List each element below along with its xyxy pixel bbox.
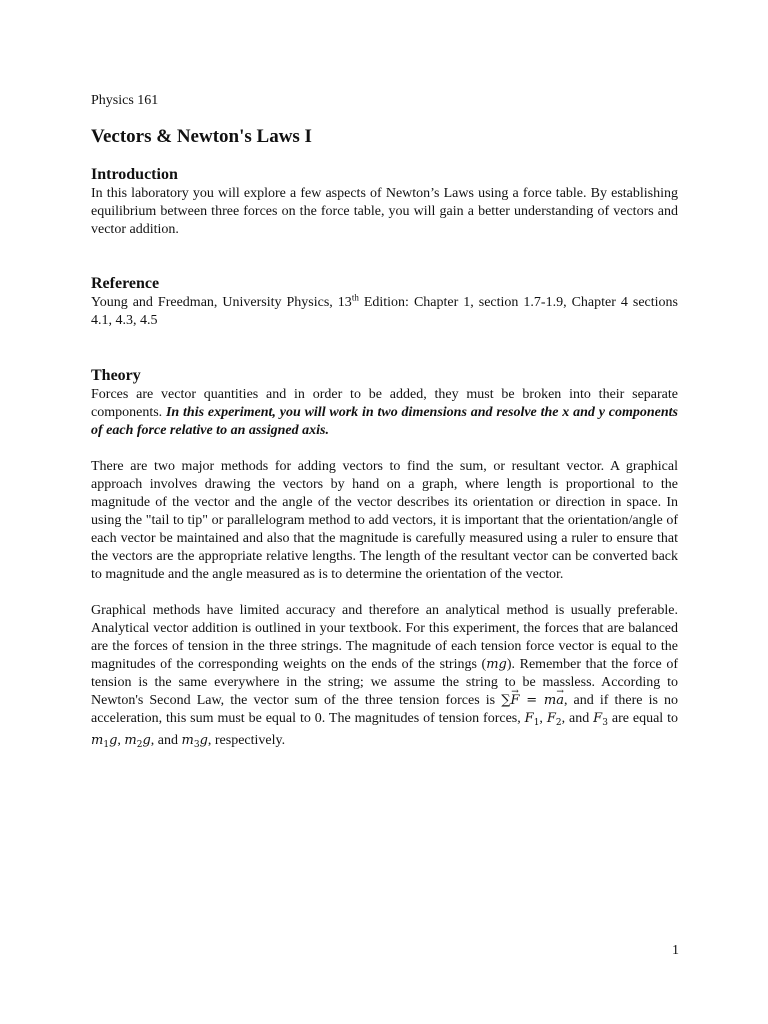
g3-symbol: g	[199, 733, 208, 748]
vector-f: → F	[511, 692, 520, 710]
math-f1	[525, 711, 540, 726]
g1-symbol: g	[109, 733, 118, 748]
theory-heading: Theory	[91, 367, 141, 384]
reference-text	[91, 294, 678, 330]
math-m1g	[91, 733, 117, 748]
m2-symbol: m	[124, 733, 137, 748]
comma-1: ,	[539, 711, 547, 726]
theory-p3-text-e: , respectively.	[207, 733, 286, 748]
reference-text-part1: Young and Freedman, University Physics, 13	[91, 295, 352, 310]
m2-subscript: 2	[136, 740, 143, 750]
theory-section	[91, 366, 678, 754]
comma-2: ,	[117, 733, 125, 748]
g2-symbol: g	[142, 733, 151, 748]
theory-p1-emphasis: In this experiment, you will work in two dimensions and resolve the x and y components of each force relative to an assigned axis.	[91, 405, 679, 438]
sum-symbol: ∑	[501, 693, 511, 708]
page-number: 1	[672, 943, 679, 958]
m1-symbol: m	[91, 733, 104, 748]
introduction-section	[91, 165, 678, 239]
f2-symbol: F	[546, 711, 556, 726]
page-title: Vectors & Newton's Laws I	[91, 126, 312, 147]
theory-p3-text-c: , and if there is no acceleration, this sum must be equal to 0. The magnitudes of tension forces,	[91, 693, 679, 726]
theory-p3-text-a: Graphical methods have limited accuracy and therefore an analytical method is usually preferable. Analytical vector addition is outlined in your textbook. For this experiment, the forces that are balanced are the forces of tension in the three strings. The magnitude of each tension force vector is equal to the magnitudes of the corresponding weights on the ends of the strings (	[91, 603, 678, 672]
theory-p3-text-d: are equal to	[607, 711, 678, 726]
m3-subscript: 3	[193, 740, 200, 750]
vector-a: → a	[556, 692, 564, 710]
f2-subscript: 2	[555, 718, 562, 728]
edition-superscript: th	[351, 292, 359, 303]
theory-paragraph-3	[91, 602, 678, 754]
document-page	[91, 92, 678, 754]
math-m3g	[182, 733, 208, 748]
and-2: , and	[150, 733, 182, 748]
theory-p3-text-b: ). Remember that the force of tension is the same everywhere in the string; we assume the string to be massless. According to Newton's Second Law, the vector sum of the three tension forces is	[91, 657, 679, 708]
f1-subscript: 1	[533, 718, 540, 728]
math-f3	[593, 711, 608, 726]
f3-subscript: 3	[602, 718, 608, 728]
theory-paragraph-2: There are two major methods for adding vectors to find the sum, or resultant vector. A graphical approach involves drawing the vectors by hand on a graph, where length is proportional to the magnitude of the vector and the angle of the vector describes its orientation or direction in space. In using the "tail to tip" or parallelogram method to add vectors, it is important that the orientation/angle of each vector be maintained and also that the magnitude is carefully measured using a ruler to ensure that the vectors are the appropriate relative lengths. The length of the resultant vector can be converted back to magnitude and the angle measured as is to determine the orientation of the vector.	[91, 459, 678, 582]
reference-heading: Reference	[91, 275, 160, 292]
reference-section	[91, 274, 678, 330]
m1-subscript: 1	[103, 740, 110, 750]
math-m2g	[124, 733, 150, 748]
equals-m: = m	[519, 693, 557, 708]
f3-symbol: F	[593, 711, 603, 726]
theory-paragraph-1	[91, 386, 678, 440]
f1-symbol: F	[524, 711, 534, 726]
math-mg: mg	[486, 657, 507, 672]
math-newton-second-law	[501, 693, 564, 708]
math-f2	[547, 711, 562, 726]
introduction-text: In this laboratory you will explore a few aspects of Newton’s Laws using a force table. By establishing equilibrium between three forces on the force table, you will gain a better understanding of vectors and vector addition.	[91, 186, 678, 237]
theory-p1-text: Forces are vector quantities and in order to be added, they must be broken into their separate components.	[91, 387, 678, 420]
m3-symbol: m	[181, 733, 194, 748]
introduction-heading: Introduction	[91, 166, 178, 183]
reference-text-part2: Edition: Chapter 1, section 1.7-1.9, Chapter 4 sections 4.1, 4.3, 4.5	[91, 295, 679, 328]
and-1: , and	[561, 711, 594, 726]
course-label: Physics 161	[91, 93, 159, 108]
